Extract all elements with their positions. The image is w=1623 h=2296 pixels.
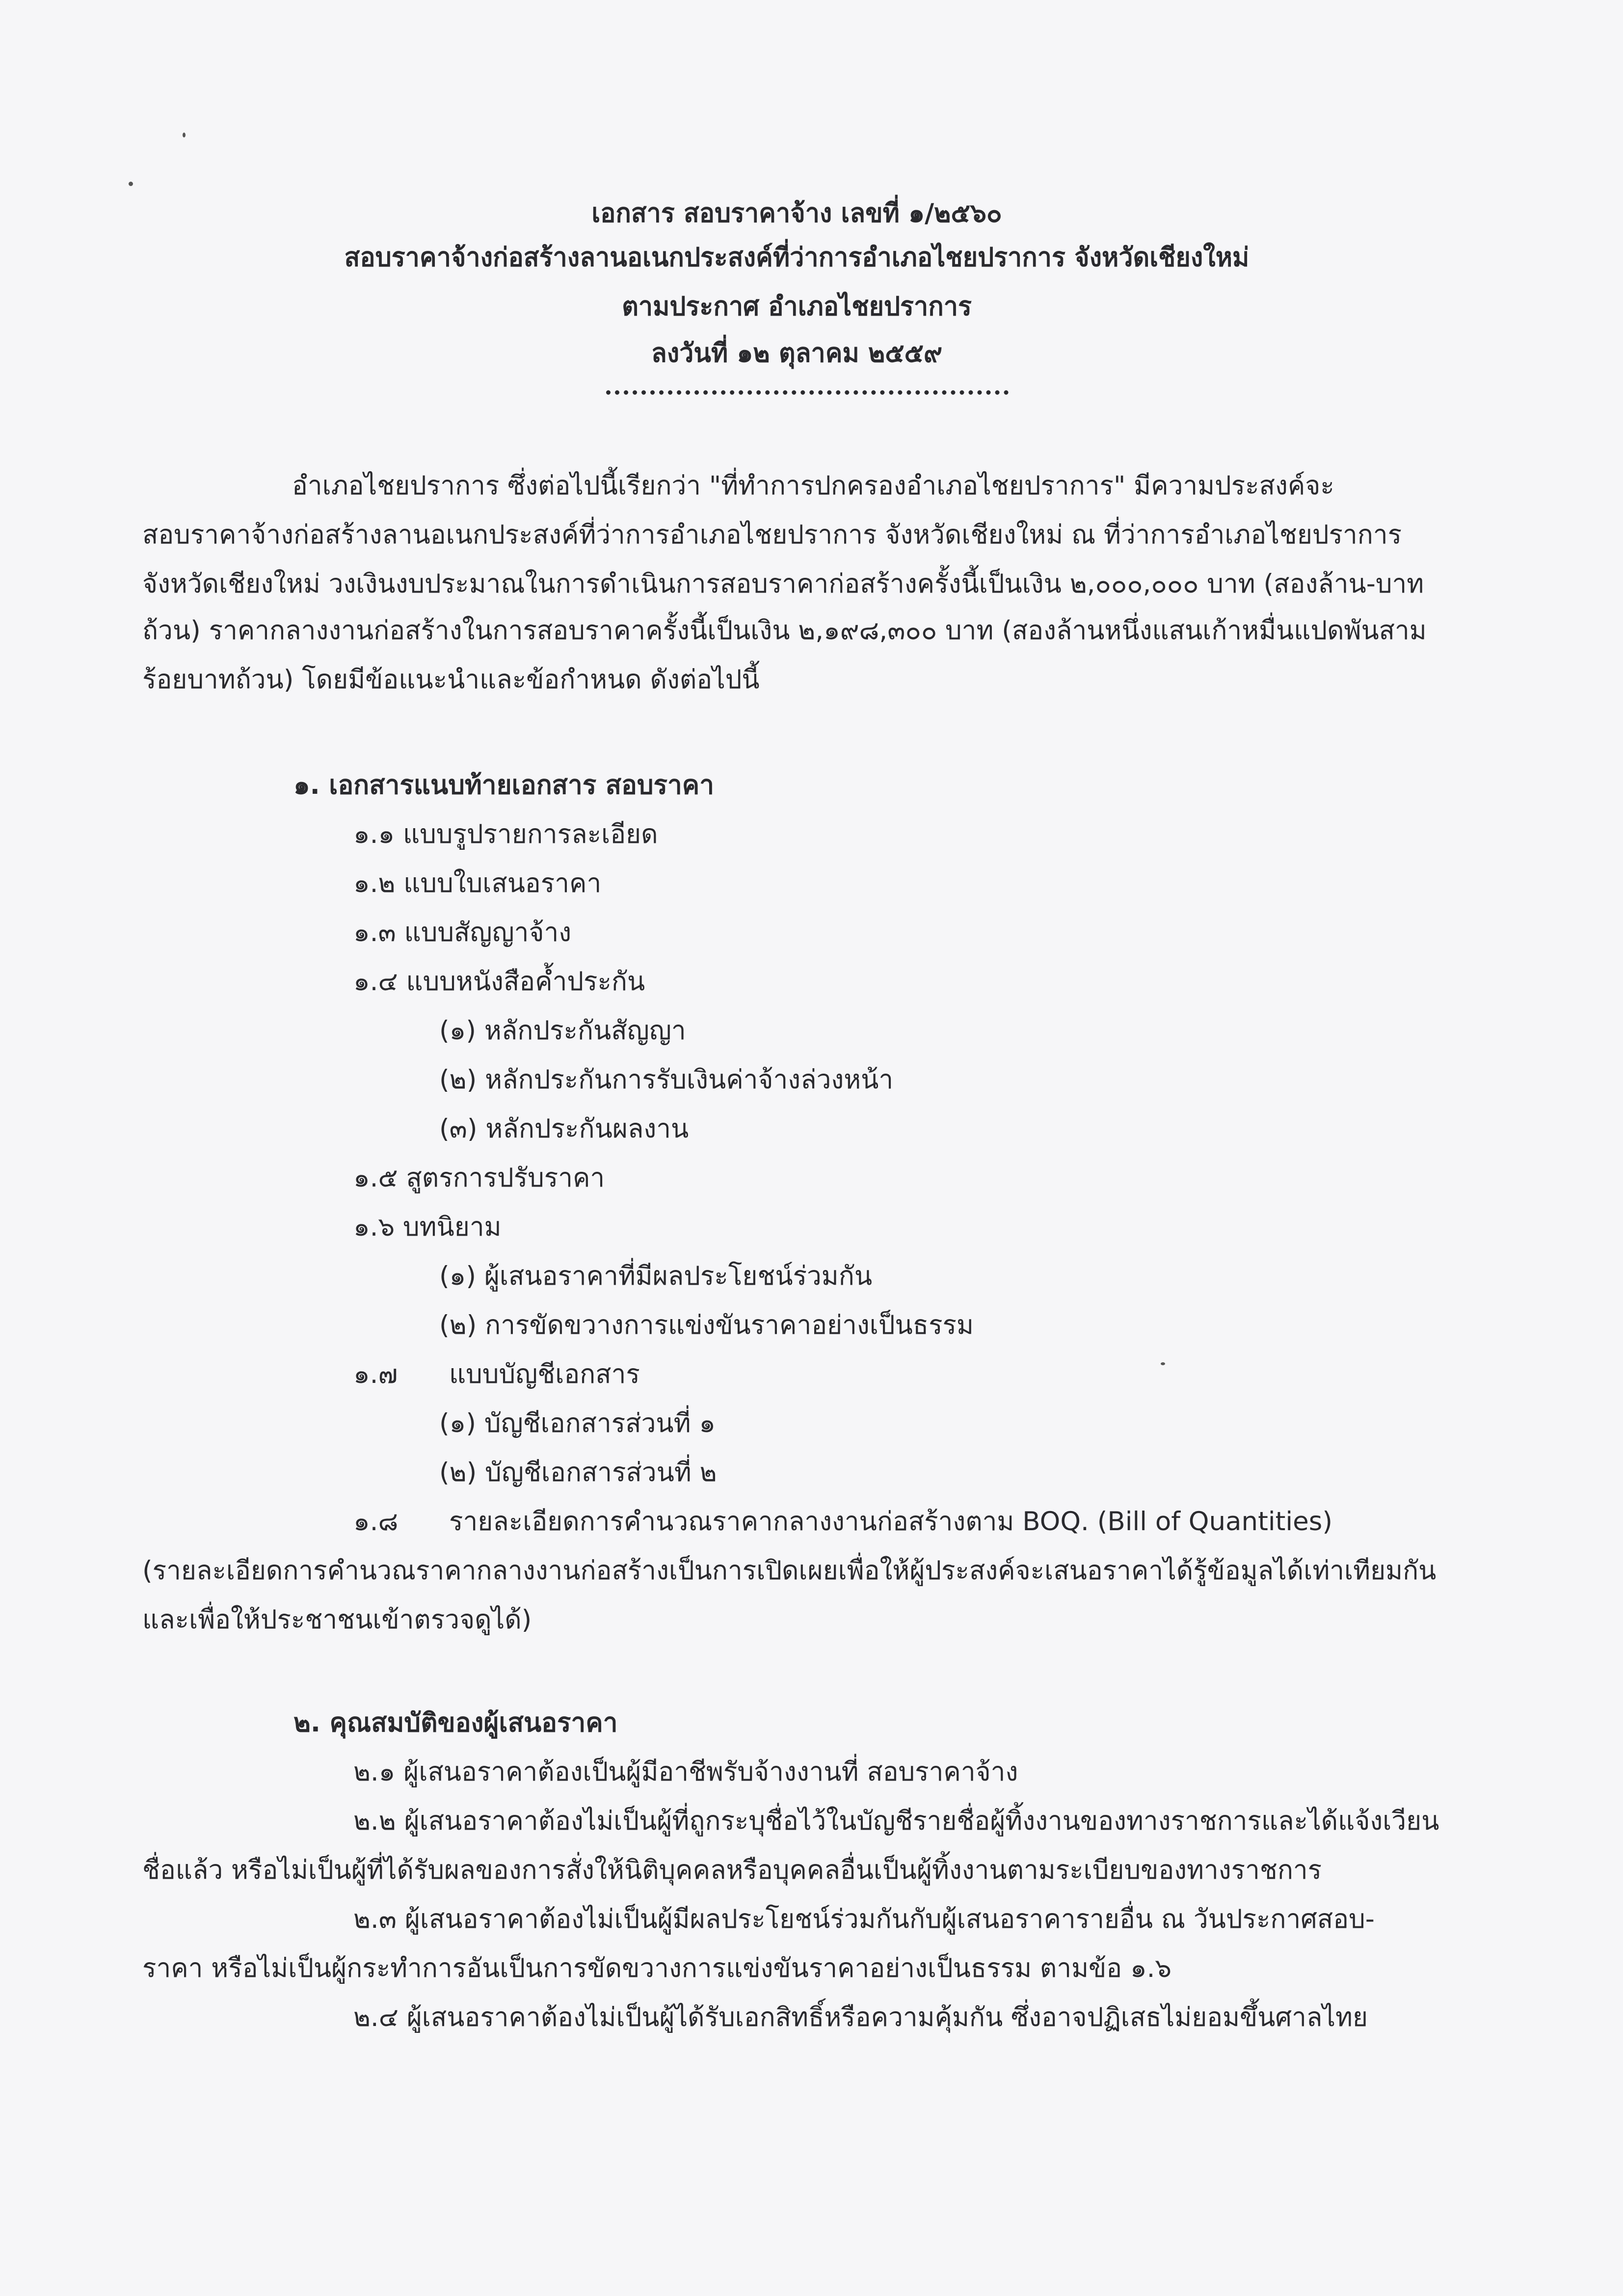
announcement-reference: ตามประกาศ อำเภอไชยปราการ — [622, 292, 972, 322]
announcement-date: ลงวันที่ ๑๒ ตุลาคม ๒๕๕๙ — [651, 338, 943, 368]
list-subitem: (๒) หลักประกันการรับเงินค่าจ้างล่วงหน้า — [439, 1065, 894, 1095]
list-item-note: (รายละเอียดการคำนวณราคากลางงานก่อสร้างเป็นการเปิดเผยเพื่อให้ผู้ประสงค์จะเสนอราคาได้รู้ข้อมูลได้เท่าเทียมกัน — [142, 1556, 1437, 1586]
list-item-number: ๑.๗ — [353, 1359, 398, 1389]
list-item: รายละเอียดการคำนวณราคากลางงานก่อสร้างตาม BOQ. (Bill of Quantities) — [449, 1507, 1333, 1537]
list-item: ๑.๕ สูตรการปรับราคา — [353, 1163, 605, 1193]
list-item: ๑.๖ บทนิยาม — [353, 1212, 502, 1242]
dotted-separator — [606, 390, 1009, 395]
list-subitem: (๑) ผู้เสนอราคาที่มีผลประโยชน์ร่วมกัน — [439, 1261, 873, 1291]
intro-line: สอบราคาจ้างก่อสร้างลานอเนกประสงค์ที่ว่าการอำเภอไชยปราการ จังหวัดเชียงใหม่ ณ ที่ว่าการอำเภอไชยปราการ — [142, 520, 1402, 550]
intro-line: จังหวัดเชียงใหม่ วงเงินงบประมาณในการดำเนินการสอบราคาก่อสร้างครั้งนี้เป็นเงิน ๒,๐๐๐,๐๐๐ บาท (สองล้าน-บาท — [142, 569, 1424, 599]
section-2-title: ๒. คุณสมบัติของผู้เสนอราคา — [293, 1708, 618, 1738]
intro-line: ร้อยบาทถ้วน) โดยมีข้อแนะนำและข้อกำหนด ดังต่อไปนี้ — [142, 665, 760, 695]
section-1-title: ๑. เอกสารแนบท้ายเอกสาร สอบราคา — [293, 770, 714, 800]
list-item: ๒.๔ ผู้เสนอราคาต้องไม่เป็นผู้ได้รับเอกสิทธิ์หรือความคุ้มกัน ซึ่งอาจปฏิเสธไม่ยอมขึ้นศาลไทย — [353, 2002, 1368, 2032]
document-subtitle: สอบราคาจ้างก่อสร้างลานอเนกประสงค์ที่ว่าการอำเภอไชยปราการ จังหวัดเชียงใหม่ — [344, 243, 1250, 272]
list-item: ๑.๔ แบบหนังสือค้ำประกัน — [353, 967, 645, 997]
list-item-continuation: ราคา หรือไม่เป็นผู้กระทำการอันเป็นการขัดขวางการแข่งขันราคาอย่างเป็นธรรม ตามข้อ ๑.๖ — [142, 1953, 1172, 1983]
list-item: ๒.๒ ผู้เสนอราคาต้องไม่เป็นผู้ที่ถูกระบุชื่อไว้ในบัญชีรายชื่อผู้ทิ้งงานของทางราชการและได้แจ้งเวียน — [353, 1806, 1439, 1836]
intro-line: อำเภอไชยปราการ ซึ่งต่อไปนี้เรียกว่า "ที่ทำการปกครองอำเภอไชยปราการ" มีความประสงค์จะ — [292, 471, 1334, 501]
list-subitem: (๑) บัญชีเอกสารส่วนที่ ๑ — [439, 1408, 716, 1438]
list-subitem: (๓) หลักประกันผลงาน — [439, 1114, 689, 1144]
list-item-number: ๑.๘ — [353, 1507, 399, 1537]
list-item-note: และเพื่อให้ประชาชนเข้าตรวจดูได้) — [142, 1605, 532, 1635]
intro-line: ถ้วน) ราคากลางงานก่อสร้างในการสอบราคาครั้งนี้เป็นเงิน ๒,๑๙๘,๓๐๐ บาท (สองล้านหนึ่งแสนเก้าหมื่นแปดพันสาม — [142, 616, 1427, 646]
list-item: ๑.๓ แบบสัญญาจ้าง — [353, 918, 572, 947]
list-subitem: (๒) การขัดขวางการแข่งขันราคาอย่างเป็นธรรม — [439, 1310, 974, 1340]
list-item: ๒.๓ ผู้เสนอราคาต้องไม่เป็นผู้มีผลประโยชน์ร่วมกันกับผู้เสนอราคารายอื่น ณ วันประกาศสอบ- — [353, 1904, 1375, 1934]
list-subitem: (๑) หลักประกันสัญญา — [439, 1016, 686, 1046]
list-subitem: (๒) บัญชีเอกสารส่วนที่ ๒ — [439, 1458, 717, 1487]
list-item: ๒.๑ ผู้เสนอราคาต้องเป็นผู้มีอาชีพรับจ้างงานที่ สอบราคาจ้าง — [353, 1757, 1018, 1787]
scan-speck — [1161, 1362, 1165, 1365]
list-item: แบบบัญชีเอกสาร — [449, 1359, 640, 1389]
scan-speck — [183, 133, 186, 137]
list-item-continuation: ชื่อแล้ว หรือไม่เป็นผู้ที่ได้รับผลของการสั่งให้นิติบุคคลหรือบุคคลอื่นเป็นผู้ทิ้งงานตามระเบียบของทางราชการ — [142, 1855, 1322, 1885]
scan-speck — [129, 182, 133, 186]
document-title: เอกสาร สอบราคาจ้าง เลขที่ ๑/๒๕๖๐ — [591, 198, 1002, 228]
list-item: ๑.๑ แบบรูปรายการละเอียด — [353, 819, 658, 849]
list-item: ๑.๒ แบบใบเสนอราคา — [353, 868, 602, 898]
